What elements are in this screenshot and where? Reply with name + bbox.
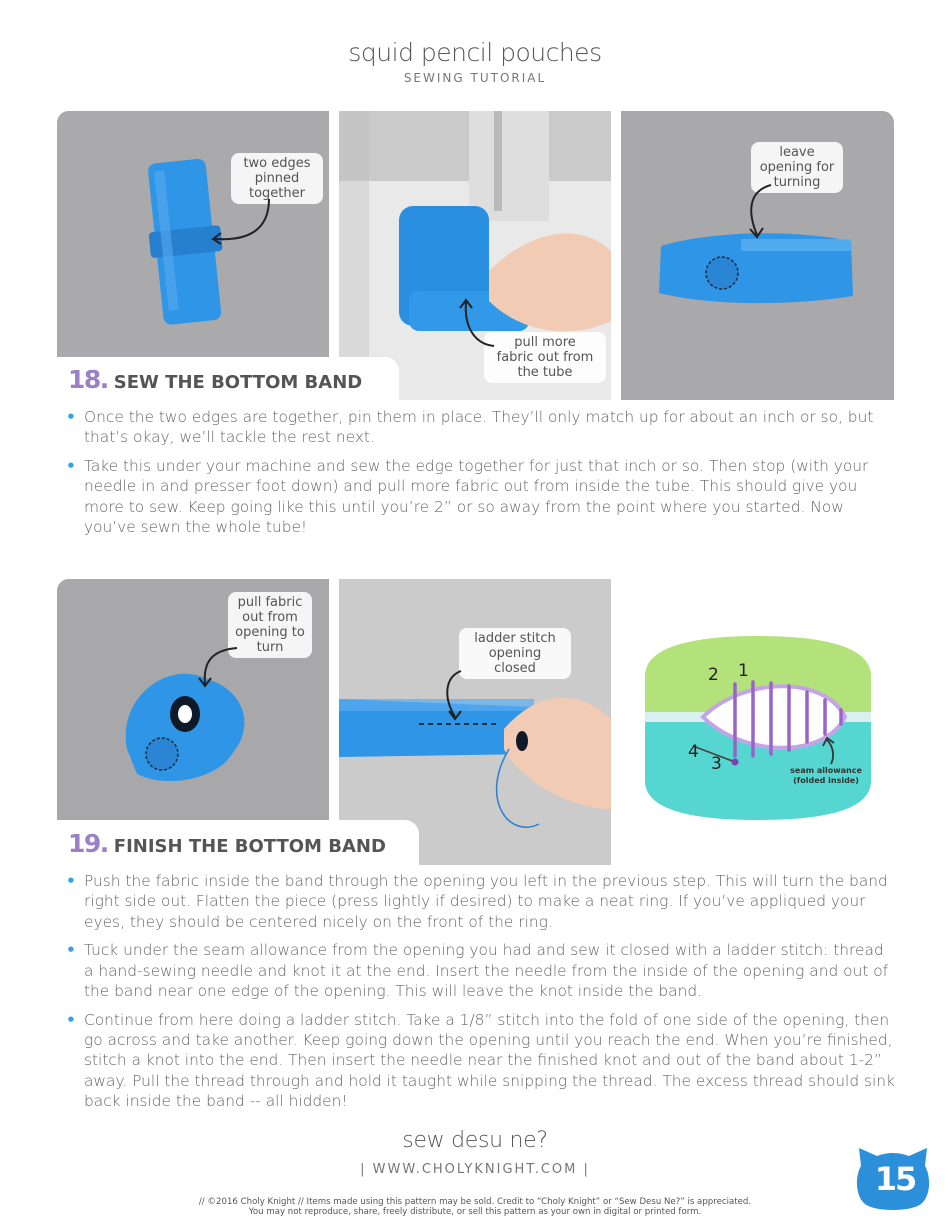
step-title: FINISH THE BOTTOM BAND — [113, 836, 386, 857]
legal-line: You may not reproduce, share, freely distribute, or sell this pattern as your own in digital or printed form. — [248, 1207, 702, 1217]
diagram-label-3: 3 — [711, 754, 722, 774]
page-number: 15 — [874, 1160, 916, 1198]
step-18-heading — [57, 357, 399, 400]
diagram-label-2: 2 — [708, 665, 719, 685]
footer-website-link[interactable]: | WWW.CHOLYKNIGHT.COM | — [360, 1162, 590, 1177]
footer-brand: sew desu ne? — [402, 1128, 548, 1153]
callout-pull-more: pull more fabric out from the tube — [484, 332, 606, 383]
page-number-badge — [855, 1146, 931, 1212]
arrow-icon — [741, 181, 791, 241]
photo-leave-opening — [621, 111, 894, 400]
callout-pull-fabric: pull fabric out from opening to turn — [228, 592, 312, 658]
document-title: squid pencil pouches — [348, 38, 602, 67]
arrow-icon — [454, 296, 514, 356]
photo-edges-pinned — [57, 111, 329, 357]
callout-leave-opening: leave opening for turning — [751, 142, 843, 193]
step-18-instructions — [57, 407, 897, 546]
arrow-icon — [439, 667, 489, 727]
list-item: • Once the two edges are together, pin them in place. They’ll only match up for about an inch or so, but that’s okay, we’ll tackle the rest next. — [66, 408, 874, 447]
arrow-icon — [197, 644, 257, 694]
diagram-label-1: 1 — [738, 661, 749, 681]
photo-pull-fabric — [57, 579, 329, 820]
callout-ladder-stitch: ladder stitch opening closed — [459, 628, 571, 679]
step-number: 19. — [68, 829, 108, 858]
diagram-seam-note: seam allowance (folded inside) — [790, 766, 862, 785]
list-item: • Continue from here doing a ladder stitch. Take a 1/8” stitch into the fold of one side of the opening, then go across and take another. Keep going down the opening until you reach the end. When you’re finished, stitch a knot into the end. Then insert the needle near the finished knot and out of the band about 1-2” away. Pull the thread through and hold it taught while snipping the thread. The excess thread should sink back inside the band -- all hidden! — [66, 1010, 895, 1110]
diagram-label-4: 4 — [688, 742, 699, 762]
document-subtitle: SEWING TUTORIAL — [403, 71, 547, 85]
legal-line: // ©2016 Choly Knight // Items made using this pattern may be sold. Credit to “Choly Knight” or “Sew Desu Ne?” is appreciated. — [198, 1197, 752, 1207]
arrow-icon — [207, 191, 287, 251]
step-19-instructions — [57, 871, 897, 1120]
list-item: • Take this under your machine and sew the edge together for just that inch or so. Then stop (with your needle in and presser foot down) and pull more fabric out from inside the tube. This should give you more to sew. Keep going like this until you’re 2” or so away from the point where you started. Now you’ve sewn the whole tube! — [66, 457, 869, 536]
footer-legal — [0, 1197, 950, 1217]
list-item: • Push the fabric inside the band through the opening you left in the previous step. This will turn the band right side out. Flatten the piece (press lightly if desired) to make a neat ring. If you’ve appliqued your eyes, they should be centered nicely on the front of the ring. — [66, 872, 888, 931]
step-title: SEW THE BOTTOM BAND — [113, 372, 363, 393]
callout-two-edges: two edges pinned together — [231, 153, 323, 204]
step-19-heading — [57, 820, 419, 865]
list-item: • Tuck under the seam allowance from the opening you had and sew it closed with a ladder stitch: thread a hand-sewing needle and knot it at the end. Insert the needle from the inside of the opening and out of the band near one edge of the opening. This will leave the knot inside the band. — [66, 941, 889, 1000]
ladder-stitch-diagram — [635, 636, 881, 820]
step-number: 18. — [68, 365, 108, 394]
